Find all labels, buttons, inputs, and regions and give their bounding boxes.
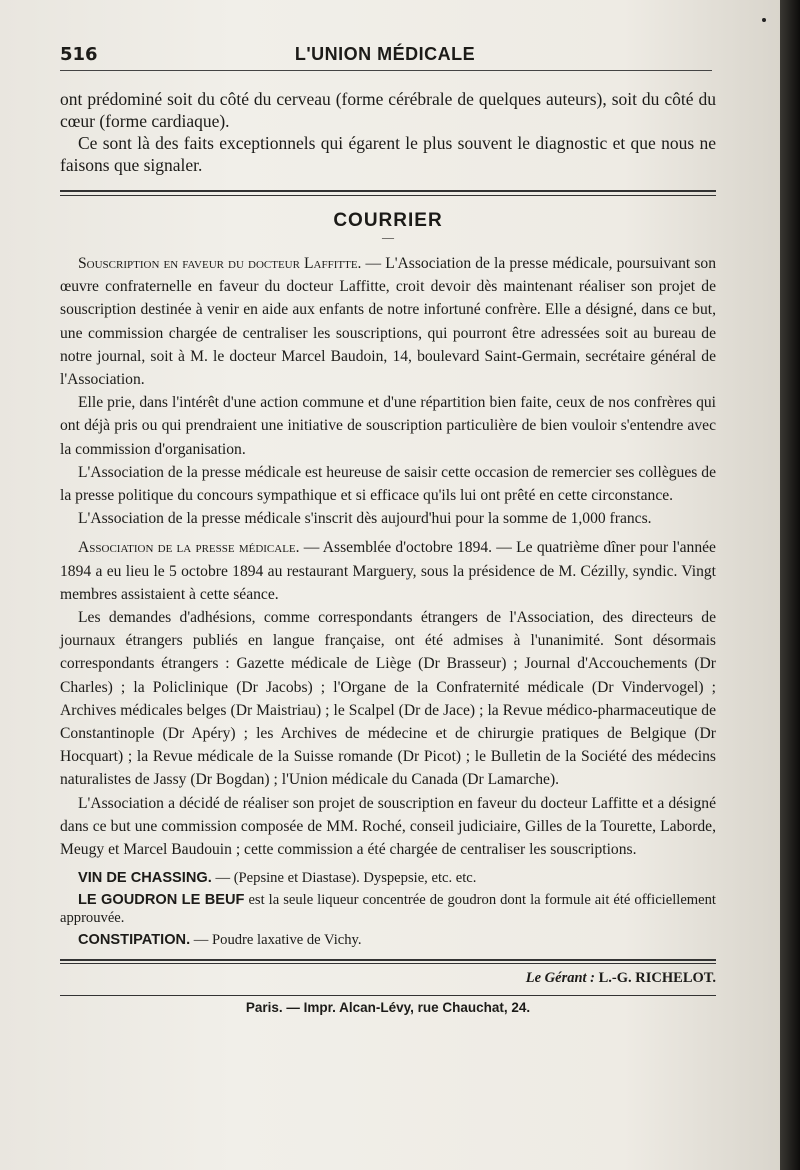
printer-imprint: Paris. — Impr. Alcan-Lévy, rue Chauchat, 24.	[245, 1000, 531, 1016]
section-rule	[60, 190, 716, 192]
article-paragraph	[60, 536, 716, 606]
article-paragraph: L'Association a décidé de réaliser son projet de souscription en faveur du docteur Laffitte et a désigné dans ce but une commission composée de MM. Roché, conseil judiciaire, Gilles de la Tourette, Laborde, Meugy et Marcel Baudouin ; cette commission a été chargée de centraliser les souscriptions.	[60, 794, 716, 859]
manager-label: Le Gérant :	[525, 970, 596, 987]
advertisement	[60, 869, 716, 887]
paragraph-lead: Souscription en faveur du docteur Laffitte.	[78, 255, 362, 272]
imprint-rule	[60, 995, 716, 996]
ink-dot	[762, 18, 766, 22]
section-dash: —	[382, 230, 394, 244]
journal-title: L'UNION MÉDICALE	[294, 44, 476, 64]
article-paragraph: Elle prie, dans l'intérêt d'une action commune et d'une répartition bien faite, ceux de nos confrères qui ont déjà pris ou qui prendraient une initiative de souscription particulière de bien vouloir s'entendre avec la commission d'organisation.	[60, 394, 716, 458]
article-paragraph: L'Association de la presse médicale s'inscrit dès aujourd'hui pour la somme de 1,000 francs.	[78, 510, 652, 528]
header-rule	[60, 70, 712, 71]
book-spine-shadow	[780, 0, 800, 1170]
section-title: COURRIER	[333, 210, 443, 231]
paragraph-text: — L'Association de la presse médicale, poursuivant son œuvre confraternelle en faveur du docteur Laffitte, croit devoir dès maintenant réaliser son projet de souscription destinée à venir en aide aux enfants de notre infortuné confrère. Elle a désigné, dans ce but, une commission chargée de centraliser les souscriptions, qui pourront être adressées soit au bureau de notre journal, soit à M. le docteur Marcel Baudoin, 14, boulevard Saint-Germain, secrétaire général de l'Association.	[60, 255, 716, 389]
paragraph-text: — Assemblée d'octobre 1894. — Le quatrième dîner pour l'année 1894 a eu lieu le 5 octobre 1894 au restaurant Marguery, sous la présidence de M. Cézilly, syndic. Vingt membres assistaient à cette séance.	[60, 539, 716, 603]
ad-brand: LE GOUDRON LE BEUF	[78, 892, 245, 909]
article-paragraph	[60, 252, 716, 391]
article-body	[60, 252, 716, 861]
advertisement	[60, 891, 716, 927]
continuation-paragraph: Ce sont là des faits exceptionnels qui égarent le plus souvent le diagnostic et que nous ne faisons que signaler.	[60, 133, 716, 175]
page-number: 516	[60, 44, 98, 65]
ad-text: — Poudre laxative de Vichy.	[190, 932, 362, 949]
footer-rule-thin	[60, 963, 716, 964]
page-content	[60, 88, 716, 1015]
ad-text: est la seule liqueur concentrée de goudron dont la formule ait été officiellement approuvée.	[60, 892, 716, 927]
manager-signature	[60, 970, 716, 987]
ad-text: — (Pepsine et Diastase). Dyspepsie, etc. etc.	[211, 870, 477, 887]
section-rule-thin	[60, 195, 716, 196]
advertisement	[60, 931, 716, 949]
advertisements	[60, 869, 716, 949]
ad-brand: VIN DE CHASSING.	[78, 870, 212, 887]
running-header	[60, 44, 710, 68]
manager-name: L.-G. RICHELOT.	[598, 970, 716, 987]
footer-rule	[60, 959, 716, 961]
continuation-paragraph: ont prédominé soit du côté du cerveau (forme cérébrale de quelques auteurs), soit du côté du cœur (forme cardiaque).	[60, 89, 716, 131]
ad-brand: CONSTIPATION.	[78, 932, 191, 949]
paragraph-lead: Association de la presse médicale.	[78, 539, 300, 557]
article-paragraph: Les demandes d'adhésions, comme correspondants étrangers de l'Association, des directeurs de journaux étrangers publiés en langue française, ont été admises à l'unanimité. Sont désormais correspondants étrangers : Gazette médicale de Liège (Dr Brasseur) ; Journal d'Accouchements (Dr Charles) ; la Policlinique (Dr Jacobs) ; l'Organe de la Confraternité médicale (Dr Vindervogel) ; Archives médicales belges (Dr Maistriau) ; le Scalpel (Dr de Jace) ; la Revue médico-pharmaceutique de Constantinople (Dr Apéry) ; les Archives de médecine et de chirurgie pratiques de Belgique (Dr Hocquart) ; la Revue médicale de la Suisse romande (Dr Picot) ; le Bulletin de la Société des médecins naturalistes de Jassy (Dr Bogdan) ; l'Union médicale du Canada (Dr Lamarche).	[60, 609, 716, 789]
article-paragraph: L'Association de la presse médicale est heureuse de saisir cette occasion de remercier ses collègues de la presse politique du concours sympathique et si efficace qu'ils lui ont prêté en cette circonstance.	[60, 463, 716, 505]
